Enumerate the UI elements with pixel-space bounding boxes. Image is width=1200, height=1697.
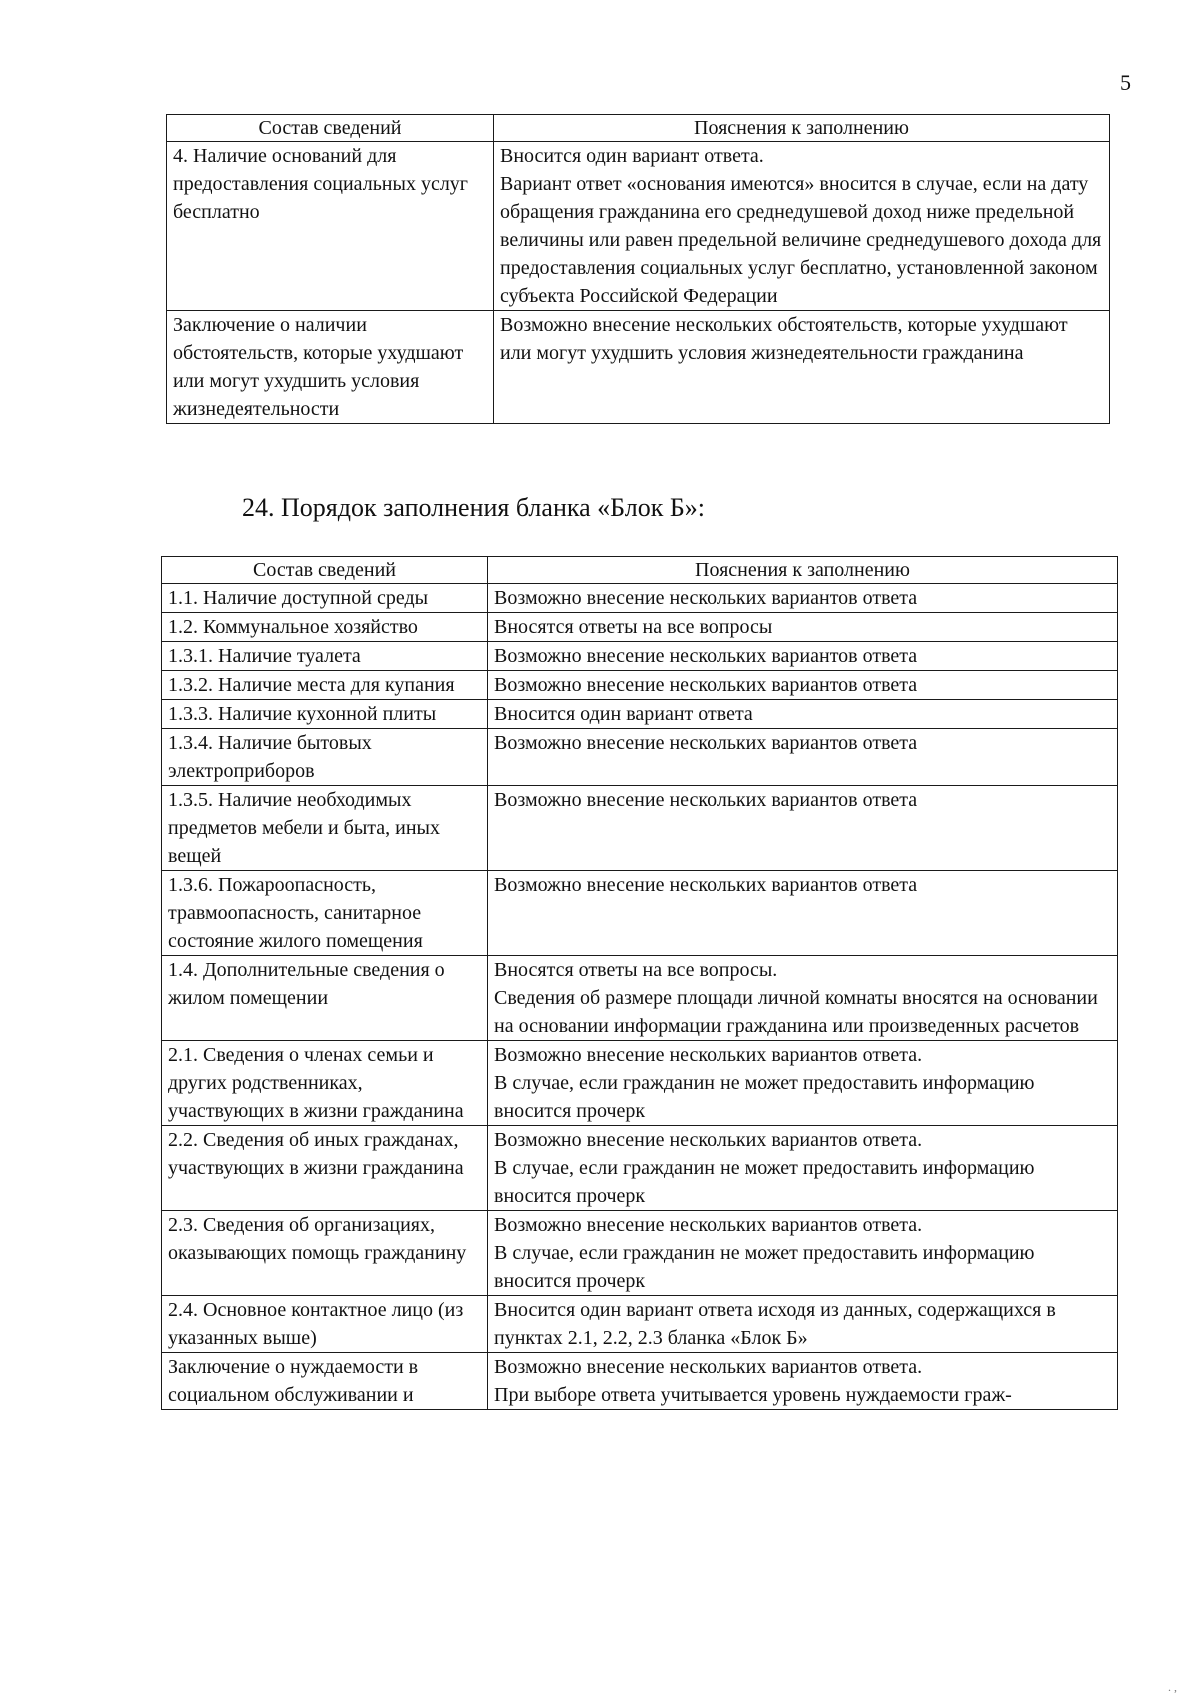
row-explanation <box>488 642 1118 671</box>
explanation-line: Возможно внесение нескольких вариантов ответа. <box>494 1356 923 1378</box>
row-label: 1.3.4. Наличие бытовых электроприборов <box>162 729 488 786</box>
row-explanation <box>488 1296 1118 1353</box>
table-row <box>162 871 1118 956</box>
block-b-table <box>161 556 1118 1410</box>
row-label: 1.2. Коммунальное хозяйство <box>162 613 488 642</box>
column-header-composition: Состав сведений <box>167 115 494 142</box>
row-label: 1.1. Наличие доступной среды <box>162 584 488 613</box>
row-label: 1.3.2. Наличие места для купания <box>162 671 488 700</box>
row-explanation <box>494 142 1110 311</box>
explanation-line: Возможно внесение нескольких вариантов ответа <box>494 732 918 754</box>
column-header-explanation: Пояснения к заполнению <box>494 115 1110 142</box>
row-label: 1.3.6. Пожароопасность, травмоопасность, санитарное состояние жилого помещения <box>162 871 488 956</box>
explanation-line: Возможно внесение нескольких вариантов ответа <box>494 645 918 667</box>
row-label: 1.3.5. Наличие необходимых предметов мебели и быта, иных вещей <box>162 786 488 871</box>
table-row <box>167 311 1110 424</box>
row-label: 1.3.1. Наличие туалета <box>162 642 488 671</box>
page-number: 5 <box>1120 70 1131 95</box>
table-row <box>167 142 1110 311</box>
row-label: Заключение о наличии обстоятельств, которые ухудшают или могут ухудшить условия жизнедеятельности <box>167 311 494 424</box>
explanation-line: Возможно внесение нескольких вариантов ответа. <box>494 1214 923 1236</box>
row-label: Заключение о нуждаемости в социальном обслуживании и <box>162 1353 488 1410</box>
row-explanation <box>488 729 1118 786</box>
row-explanation <box>488 700 1118 729</box>
explanation-line: Вносится один вариант ответа. <box>500 145 764 167</box>
explanation-line: Вносятся ответы на все вопросы. <box>494 959 778 981</box>
table-row <box>162 729 1118 786</box>
table-header-row <box>167 115 1110 142</box>
explanation-line: Возможно внесение нескольких вариантов ответа <box>494 874 918 896</box>
table-row <box>162 786 1118 871</box>
explanation-line: Вносятся ответы на все вопросы <box>494 616 773 638</box>
table-row <box>162 1353 1118 1410</box>
row-label: 4. Наличие оснований для предоставления социальных услуг бесплатно <box>167 142 494 311</box>
table-row <box>162 584 1118 613</box>
row-label: 1.3.3. Наличие кухонной плиты <box>162 700 488 729</box>
row-explanation <box>488 1211 1118 1296</box>
explanation-line: Возможно внесение нескольких вариантов ответа <box>494 789 918 811</box>
explanation-line: Возможно внесение нескольких вариантов ответа <box>494 587 918 609</box>
table-row <box>162 1296 1118 1353</box>
table-row <box>162 700 1118 729</box>
table-row <box>162 1211 1118 1296</box>
section-title: 24. Порядок заполнения бланка «Блок Б»: <box>242 493 705 522</box>
explanation-line: Возможно внесение нескольких вариантов ответа. <box>494 1129 923 1151</box>
explanation-line: Возможно внесение нескольких вариантов ответа <box>494 674 918 696</box>
explanation-line: Сведения об размере площади личной комнаты вносятся на основании на основании информации гражданина или произведенных расчетов <box>494 987 1098 1037</box>
column-header-composition: Состав сведений <box>162 557 488 584</box>
table-row <box>162 642 1118 671</box>
row-label: 2.1. Сведения о членах семьи и других родственниках, участвующих в жизни гражданина <box>162 1041 488 1126</box>
row-explanation <box>488 1126 1118 1211</box>
row-explanation <box>494 311 1110 424</box>
table-row <box>162 613 1118 642</box>
row-explanation <box>488 671 1118 700</box>
row-label: 2.4. Основное контактное лицо (из указанных выше) <box>162 1296 488 1353</box>
criteria-table-1 <box>166 114 1110 424</box>
explanation-line: Возможно внесение нескольких вариантов ответа. <box>494 1044 923 1066</box>
row-explanation <box>488 1041 1118 1126</box>
row-explanation <box>488 871 1118 956</box>
explanation-line: Возможно внесение нескольких обстоятельств, которые ухудшают или могут ухудшить условия жизнедеятельности гражданина <box>500 314 1068 364</box>
scan-corner-mark: . , <box>1168 1680 1177 1694</box>
row-label: 1.4. Дополнительные сведения о жилом помещении <box>162 956 488 1041</box>
explanation-line: Вносится один вариант ответа исходя из данных, содержащихся в пунктах 2.1, 2.2, 2.3 бланка «Блок Б» <box>494 1299 1056 1349</box>
row-explanation <box>488 613 1118 642</box>
table-row <box>162 671 1118 700</box>
explanation-line: В случае, если гражданин не может предоставить информацию вносится прочерк <box>494 1072 1035 1122</box>
row-label: 2.3. Сведения об организациях, оказывающих помощь гражданину <box>162 1211 488 1296</box>
row-explanation <box>488 786 1118 871</box>
row-label: 2.2. Сведения об иных гражданах, участвующих в жизни гражданина <box>162 1126 488 1211</box>
row-explanation <box>488 584 1118 613</box>
explanation-line: В случае, если гражданин не может предоставить информацию вносится прочерк <box>494 1242 1035 1292</box>
explanation-line: При выборе ответа учитывается уровень нуждаемости граж- <box>494 1384 1012 1406</box>
explanation-line: В случае, если гражданин не может предоставить информацию вносится прочерк <box>494 1157 1035 1207</box>
table-row <box>162 1126 1118 1211</box>
explanation-line: Вносится один вариант ответа <box>494 703 753 725</box>
table-row <box>162 1041 1118 1126</box>
explanation-line: Вариант ответ «основания имеются» вносится в случае, если на дату обращения гражданина его среднедушевой доход ниже предельной величины или равен предельной величине среднедушевого дохода для предоставления социальных услуг бесплатно, установленной законом субъекта Российской Федерации <box>500 173 1102 307</box>
row-explanation <box>488 956 1118 1041</box>
row-explanation <box>488 1353 1118 1410</box>
table-row <box>162 956 1118 1041</box>
table-header-row <box>162 557 1118 584</box>
column-header-explanation: Пояснения к заполнению <box>488 557 1118 584</box>
